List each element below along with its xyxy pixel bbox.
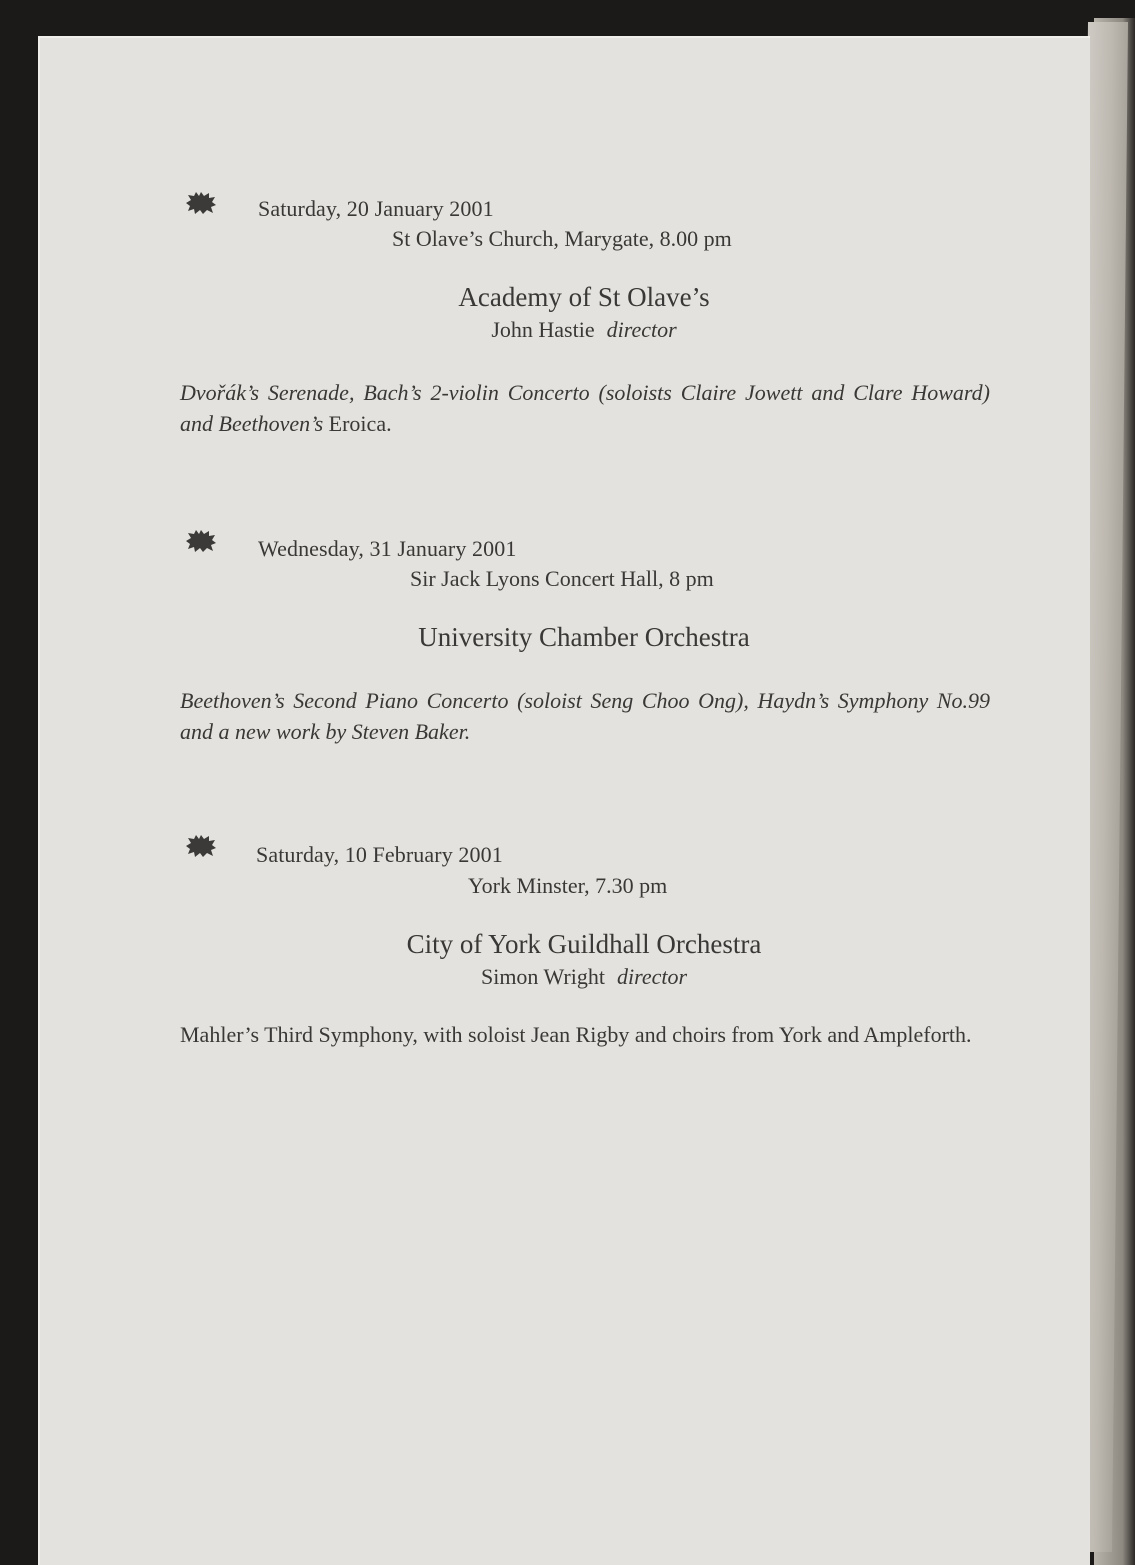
director-name: Simon Wright bbox=[480, 964, 605, 989]
programme-text-italic: Beethoven’s Second Piano Concerto (soloist Seng Choo Ong), Haydn’s Symphony No.99 and a new work by Steven Baker. bbox=[180, 688, 990, 744]
ensemble-name: University Chamber Orchestra bbox=[418, 622, 750, 652]
director-line bbox=[38, 964, 1130, 990]
starburst-bullet-icon bbox=[186, 530, 216, 552]
programme-description bbox=[180, 685, 990, 747]
programme-description bbox=[180, 1019, 990, 1050]
starburst-bullet-icon bbox=[186, 192, 216, 214]
concert-date: Saturday, 20 January 2001 bbox=[258, 196, 494, 221]
ensemble-name: City of York Guildhall Orchestra bbox=[406, 929, 762, 959]
concert-date: Wednesday, 31 January 2001 bbox=[258, 536, 517, 561]
programme-page bbox=[38, 36, 1090, 1565]
director-role: director bbox=[606, 317, 677, 342]
ensemble-name: Academy of St Olave’s bbox=[458, 282, 710, 312]
concert-date: Saturday, 10 February 2001 bbox=[256, 842, 503, 867]
concert-venue: Sir Jack Lyons Concert Hall, 8 pm bbox=[410, 566, 714, 591]
starburst-bullet-icon bbox=[186, 835, 216, 857]
director-line bbox=[38, 317, 1130, 343]
director-role: director bbox=[616, 964, 688, 989]
director-name: John Hastie bbox=[491, 317, 595, 342]
programme-text-italic: Dvořák’s Serenade, Bach’s 2-violin Concerto (soloists Claire Jowett and Clare Howard) and Beethoven’s bbox=[180, 380, 990, 436]
concert-venue: York Minster, 7.30 pm bbox=[468, 873, 668, 898]
programme-text-roman: Eroica. bbox=[323, 411, 392, 436]
programme-text-roman: Mahler’s Third Symphony, with soloist Jean Rigby and choirs from York and Ampleforth. bbox=[180, 1022, 972, 1047]
concert-venue: St Olave’s Church, Marygate, 8.00 pm bbox=[392, 226, 732, 251]
programme-description bbox=[180, 377, 990, 439]
